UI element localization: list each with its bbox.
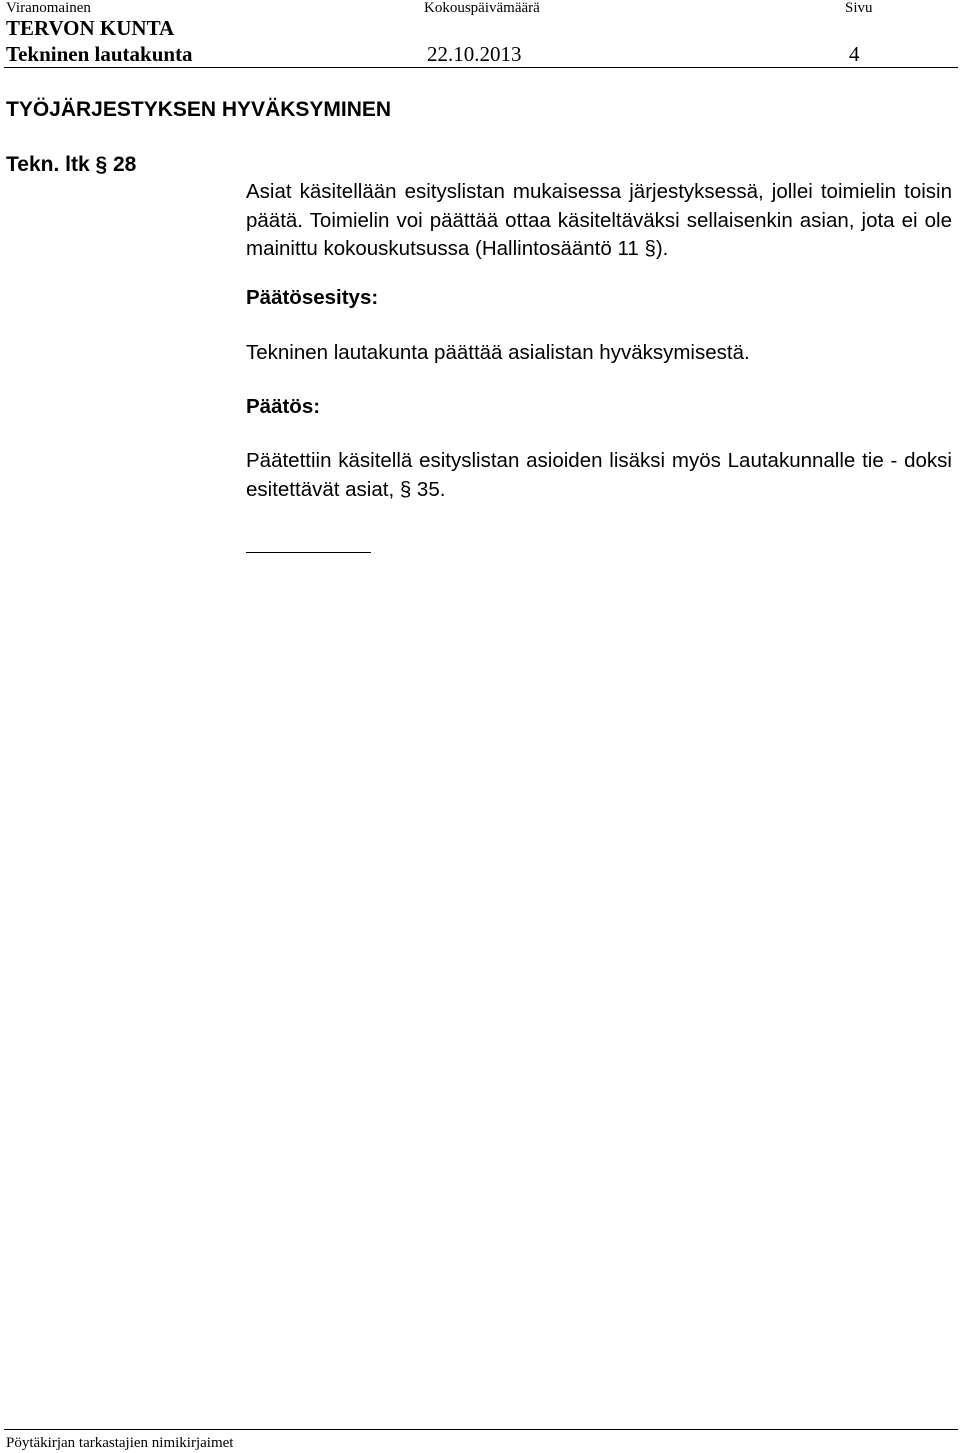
meeting-date: 22.10.2013 [427,42,522,66]
section-reference: Tekn. ltk § 28 [6,153,137,176]
decision-label: Päätös: [246,395,321,418]
agenda-title: TYÖJÄRJESTYKSEN HYVÄKSYMINEN [6,98,392,121]
organization-name: TERVON KUNTA [6,16,175,40]
footer-signature-label: Pöytäkirjan tarkastajien nimikirjaimet [6,1435,234,1451]
proposal-text: Tekninen lautakunta päättää asialistan hyväksymisestä. [246,341,750,364]
header-divider [4,67,958,68]
footer-divider [4,1429,958,1430]
agenda-paragraph: Asiat käsitellään esityslistan mukaisessa järjestyksessä, jollei toimielin toisin päätä. Toimielin voi päättää ottaa käsiteltäväksi sellaisenkin asian, jota ei ole mainittu kokouskutsussa (Hallintosääntö 11 §). [246,180,952,260]
committee-name: Tekninen lautakunta [6,42,193,66]
header-label-meeting-date: Kokouspäivämäärä [424,0,540,16]
decision-text: Päätettiin käsitellä esityslistan asioiden lisäksi myös Lautakunnalle tie - doksi esitettävät asiat, § 35. [246,449,952,501]
header-label-page: Sivu [845,0,873,16]
page-number: 4 [849,42,860,66]
header-label-official: Viranomainen [6,0,91,16]
section-end-rule [246,552,371,553]
proposal-label: Päätösesitys: [246,286,379,309]
